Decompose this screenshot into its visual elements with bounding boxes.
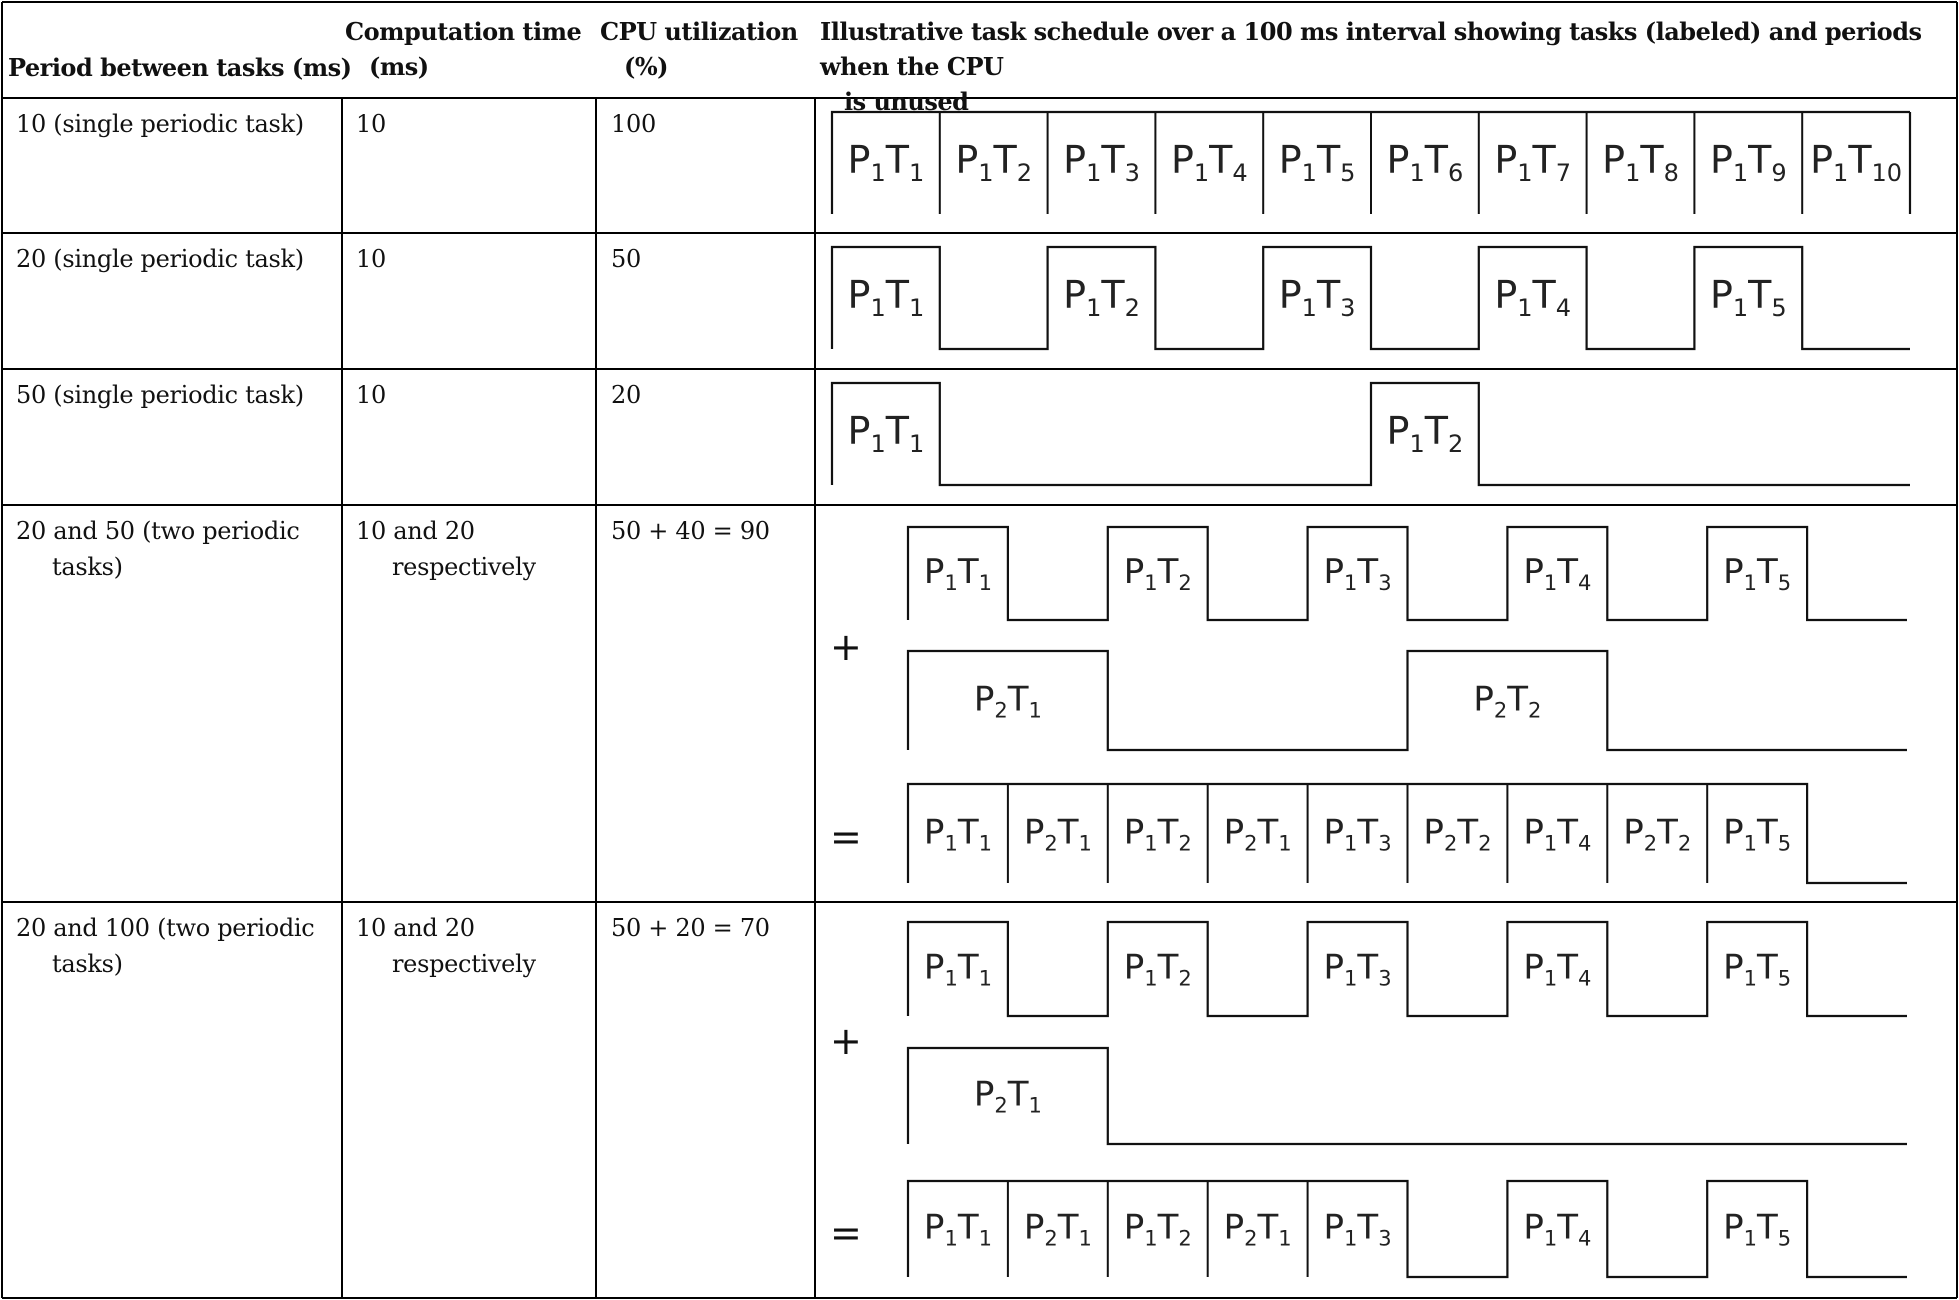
row-5-combined-task-label: $P_1T_1$	[923, 1207, 992, 1251]
row-2-p1-task-label: $P_1T_1$	[847, 273, 925, 323]
header-schedule: Illustrative task schedule over a 100 ms interval showing tasks (labeled) and periods when the CPU is unused	[820, 17, 1922, 116]
row-1-p1-task-label: $P_1T_4$	[1170, 138, 1248, 188]
row-5-p1-task-label: $P_1T_2$	[1123, 947, 1192, 991]
row-5-p1-task-label: $P_1T_3$	[1323, 947, 1392, 991]
row-5-combined-task-label: $P_2T_1$	[1223, 1207, 1292, 1251]
row-4-combined-task-label: $P_1T_1$	[923, 812, 992, 856]
row-1-p1-task-label: $P_1T_3$	[1063, 138, 1140, 188]
row-4-combined-task-label: $P_2T_1$	[1023, 812, 1092, 856]
row-1-computation: 10	[356, 110, 386, 138]
row-4-combined-task-label: $P_2T_2$	[1623, 812, 1692, 856]
row-4-combined-task-label: $P_2T_2$	[1423, 812, 1492, 856]
row-5-equals-symbol: =	[830, 1211, 862, 1255]
row-4-computation: 10 and 20 respectively	[356, 517, 536, 581]
row-1-period: 10 (single periodic task)	[16, 110, 304, 138]
row-2-p1-task-label: $P_1T_4$	[1494, 273, 1572, 323]
row-3-period: 50 (single periodic task)	[16, 381, 304, 409]
row-4-combined-task-label: $P_1T_2$	[1123, 812, 1192, 856]
row-5-p1-track	[908, 922, 1907, 1016]
row-5-p1-task-label: $P_1T_1$	[923, 947, 992, 991]
row-5-combined-task-label: $P_1T_5$	[1723, 1207, 1792, 1251]
row-4-p2-track	[908, 651, 1907, 750]
row-1-p1-task-label: $P_1T_9$	[1709, 138, 1787, 188]
row-4-combined-task-label: $P_2T_1$	[1223, 812, 1292, 856]
row-1-p1-task-label: $P_1T_8$	[1602, 138, 1679, 188]
row-4-p1-task-label: $P_1T_3$	[1323, 551, 1392, 595]
row-3-p1-waveform	[832, 383, 1910, 485]
row-1-p1-task-label: $P_1T_6$	[1386, 138, 1464, 188]
row-1-utilization: 100	[611, 110, 656, 138]
row-2-period: 20 (single periodic task)	[16, 245, 304, 273]
row-5-utilization: 50 + 20 = 70	[611, 914, 770, 942]
row-3-p1-track	[832, 383, 1910, 485]
row-5-combined-task-label: $P_1T_4$	[1523, 1207, 1592, 1251]
row-1-p1-task-label: $P_1T_5$	[1278, 138, 1356, 188]
header-computation-time: Computation time (ms)	[345, 17, 582, 81]
row-5-combined-track	[908, 1181, 1907, 1277]
row-4-plus-symbol: +	[830, 625, 862, 669]
row-4-equals-symbol: =	[830, 815, 862, 859]
row-1-p1-task-label: $P_1T_1$	[847, 138, 925, 188]
row-1-p1-task-label: $P_1T_7$	[1494, 138, 1572, 188]
row-4-p2-task-label: $P_2T_2$	[1473, 679, 1542, 723]
row-2-p1-task-label: $P_1T_5$	[1709, 273, 1787, 323]
row-4-p1-task-label: $P_1T_1$	[923, 551, 992, 595]
row-3-computation: 10	[356, 381, 386, 409]
row-4-p1-track	[908, 527, 1907, 620]
row-2-p1-task-label: $P_1T_2$	[1063, 273, 1140, 323]
row-4-combined-task-label: $P_1T_5$	[1723, 812, 1792, 856]
row-4-combined-task-label: $P_1T_4$	[1523, 812, 1592, 856]
row-2-utilization: 50	[611, 245, 641, 273]
row-5-p2-task-label: $P_2T_1$	[973, 1074, 1042, 1118]
row-4-p1-task-label: $P_1T_4$	[1523, 551, 1592, 595]
row-5-p1-task-label: $P_1T_5$	[1723, 947, 1792, 991]
row-5-combined-task-label: $P_1T_2$	[1123, 1207, 1192, 1251]
row-4-period: 20 and 50 (two periodic tasks)	[16, 517, 300, 581]
row-4-p2-waveform	[908, 651, 1907, 750]
row-5-period: 20 and 100 (two periodic tasks)	[16, 914, 315, 978]
row-2-computation: 10	[356, 245, 386, 273]
row-5-plus-symbol: +	[830, 1019, 862, 1063]
row-4-utilization: 50 + 40 = 90	[611, 517, 770, 545]
header-cpu-utilization: CPU utilization (%)	[600, 17, 798, 81]
row-4-p2-task-label: $P_2T_1$	[973, 679, 1042, 723]
row-5-combined-task-label: $P_1T_3$	[1323, 1207, 1392, 1251]
row-1-p1-task-label: $P_1T_2$	[955, 138, 1033, 188]
row-3-p1-task-label: $P_1T_2$	[1386, 409, 1464, 459]
row-3-utilization: 20	[611, 381, 641, 409]
row-1-p1-task-label: $P_1T_{10}$	[1810, 138, 1903, 188]
row-4-combined-track	[908, 784, 1907, 883]
row-2-p1-track	[832, 247, 1910, 349]
row-5-p1-task-label: $P_1T_4$	[1523, 947, 1592, 991]
row-4-p1-task-label: $P_1T_5$	[1723, 551, 1792, 595]
row-5-p2-waveform	[908, 1048, 1907, 1144]
row-2-p1-task-label: $P_1T_3$	[1278, 273, 1356, 323]
row-5-combined-task-label: $P_2T_1$	[1023, 1207, 1092, 1251]
row-3-p1-task-label: $P_1T_1$	[847, 409, 925, 459]
row-4-combined-task-label: $P_1T_3$	[1323, 812, 1392, 856]
row-5-computation: 10 and 20 respectively	[356, 914, 536, 978]
row-4-p1-task-label: $P_1T_2$	[1123, 551, 1192, 595]
row-5-p2-track	[908, 1048, 1907, 1144]
header-period: Period between tasks (ms)	[8, 53, 352, 82]
row-1-p1-track	[832, 112, 1910, 214]
